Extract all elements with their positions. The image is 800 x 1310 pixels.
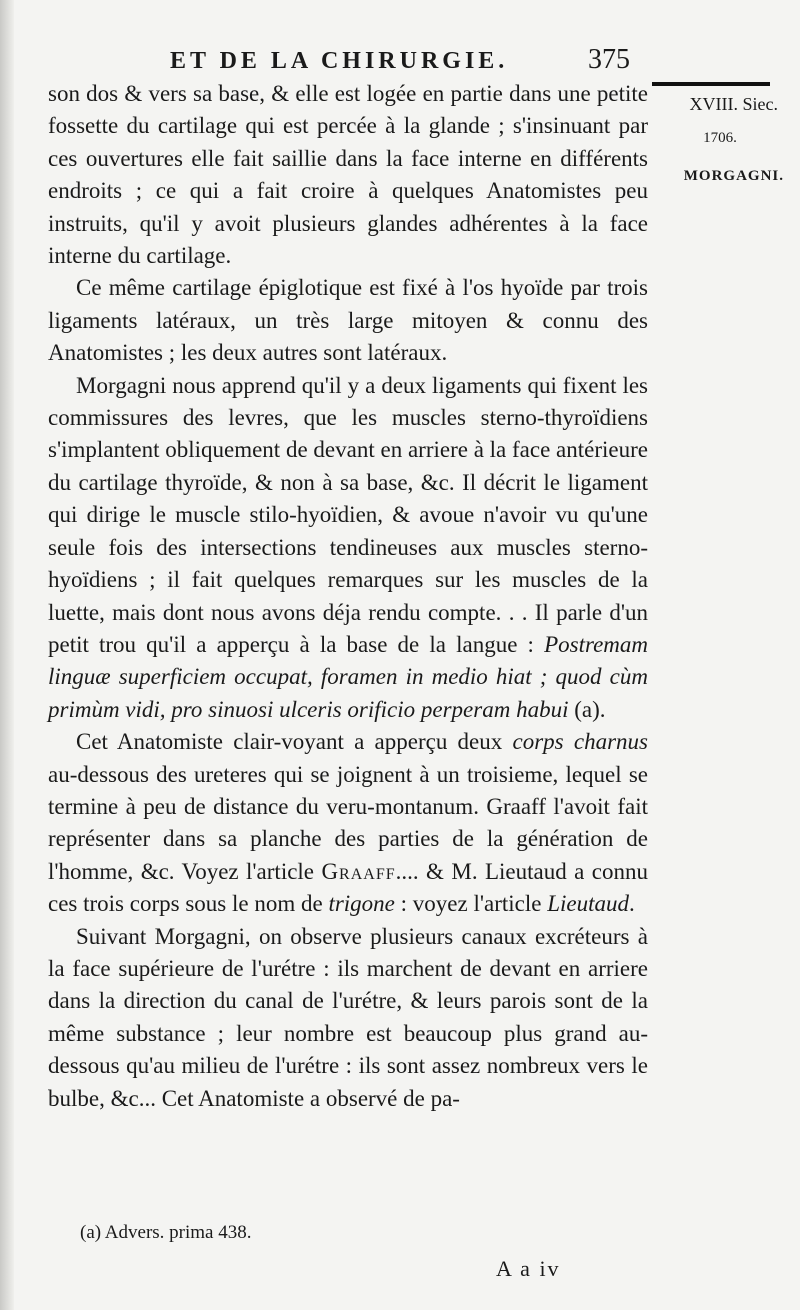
page-edge-shadow [0, 0, 14, 1310]
paragraph-4-text-d: : voyez l'article [394, 891, 548, 917]
margin-notes [650, 90, 790, 194]
paragraph-4-text-c: .... & M. Lieutaud a connu ces trois corps sous le nom de [48, 858, 648, 917]
paragraph-1: son dos & vers sa base, & elle est logée en partie dans une petite fossette du cartilage qui est percée à la glande ; s'insinuant par ces ouvertures elle fait saillie dans la face interne en différents endroits ; ce qui a fait croire à quelques Anatomistes peu instruits, qu'il y avoit plusieurs glandes adhérentes à la face interne du cartilage. [48, 81, 648, 269]
running-head: ET DE LA CHIRURGIE. [170, 48, 509, 74]
page-header [150, 44, 650, 80]
margin-author: MORGAGNI. [683, 168, 784, 184]
footnote-reference: (a). [568, 696, 606, 722]
article-reference-graaff: Graaff [321, 858, 396, 884]
margin-century: XVIII. Siec. [689, 94, 778, 114]
body-text [48, 78, 648, 1115]
footnote: (a) Advers. prima 438. [80, 1222, 252, 1243]
paragraph-4 [48, 726, 648, 920]
paragraph-5: Suivant Morgagni, on observe plusieurs canaux excréteurs à la face supérieure de l'urétre : ils marchent de devant en arriere dans la direction du canal de l'urétre, & leurs parois sont de la même substance ; leur nombre est beaucoup plus grand au-dessous qu'au milieu de l'urétre : ils sont assez nombreux vers le bulbe, &c... Cet Anatomiste a observé de pa- [48, 923, 648, 1111]
printer-signature: A a iv [496, 1256, 561, 1281]
italic-lieutaud: Lieutaud [547, 891, 629, 917]
margin-rule [652, 82, 770, 86]
margin-year: 1706. [703, 130, 737, 146]
paragraph-4-text-a: Cet Anatomiste clair-voyant a apperçu deux [76, 729, 513, 755]
latin-quotation: Postremam linguæ superficiem occupat, foramen in medio hiat ; quod cùm primùm vidi, pro sinuosi ulceris orificio perperam habui [48, 631, 648, 722]
italic-trigone: trigone [328, 891, 395, 917]
paragraph-4-text-e: . [628, 891, 635, 917]
paragraph-2: Ce même cartilage épiglotique est fixé à l'os hyoïde par trois ligaments latéraux, un très large mitoyen & connu des Anatomistes ; les deux autres sont latéraux. [48, 275, 648, 366]
paragraph-3-text: Morgagni nous apprend qu'il y a deux ligaments qui fixent les commissures des levres, que les muscles sterno-thyroïdiens s'implantent obliquement de devant en arriere à la face antérieure du cartilage thyroïde, & non à sa base, &c. Il décrit le ligament qui dirige le muscle stilo-hyoïdien, & avoue n'avoir vu qu'une seule fois des intersections tendineuses aux muscles sterno-hyoïdiens ; il fait quelques remarques sur les muscles de la luette, mais dont nous avons déja rendu compte. . . Il parle d'un petit trou qu'il a apperçu à la base de la langue : [48, 372, 648, 657]
page-number: 375 [588, 44, 630, 75]
paragraph-3 [48, 370, 648, 726]
paragraph-4-text-b: au-dessous des ureteres qui se joignent à un troisieme, lequel se termine à peu de distance du veru-montanum. Graaff l'avoit fait représenter dans sa planche des parties de la génération de l'homme, &c. Voyez l'article [48, 761, 648, 884]
italic-corps-charnus: corps charnus [512, 729, 648, 755]
